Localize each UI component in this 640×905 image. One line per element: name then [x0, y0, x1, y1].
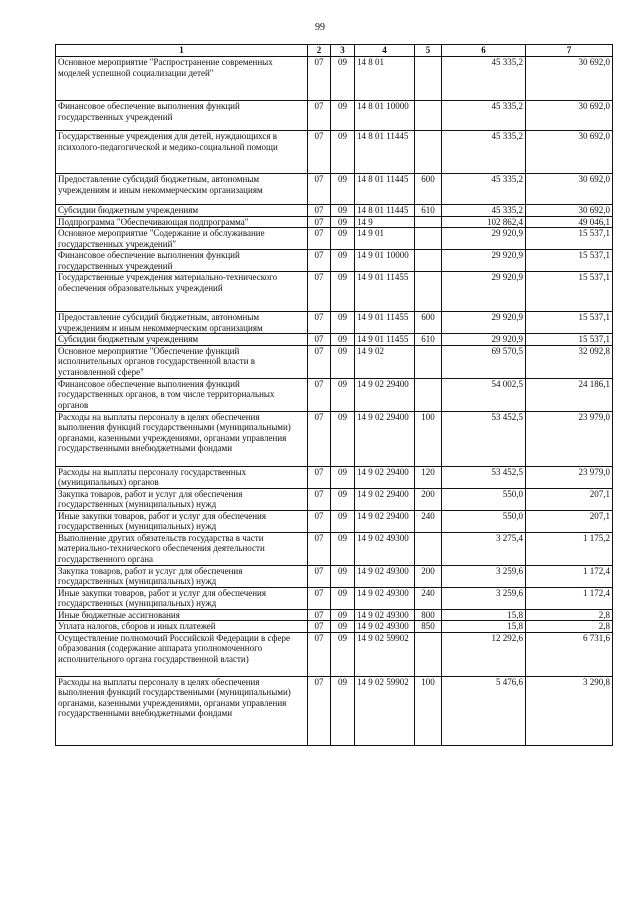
amount-plan-cell: 29 920,9 [442, 250, 526, 272]
amount-actual-cell: 30 692,0 [526, 131, 613, 174]
table-row [56, 312, 613, 334]
item-name-cell: Расходы на выплаты персоналу государственных (муниципальных) органов [56, 466, 308, 488]
page-number: 99 [315, 22, 325, 33]
target-article-cell: 14 9 02 [355, 345, 415, 378]
target-article-cell: 14 9 01 11455 [355, 312, 415, 334]
amount-plan-cell: 12 292,6 [442, 632, 526, 676]
expense-type-cell [415, 345, 442, 378]
section-code-cell: 07 [308, 378, 331, 411]
expense-type-cell: 800 [415, 609, 442, 621]
table-row [56, 345, 613, 378]
column-header: 1 [56, 45, 308, 57]
amount-actual-cell: 15 537,1 [526, 250, 613, 272]
column-header: 5 [415, 45, 442, 57]
amount-plan-cell: 69 570,5 [442, 345, 526, 378]
expense-type-cell: 610 [415, 205, 442, 217]
column-header: 6 [442, 45, 526, 57]
subsection-code-cell: 09 [331, 488, 355, 510]
target-article-cell: 14 8 01 11445 [355, 174, 415, 205]
subsection-code-cell: 09 [331, 378, 355, 411]
target-article-cell: 14 9 02 29400 [355, 488, 415, 510]
target-article-cell: 14 9 02 29400 [355, 510, 415, 532]
item-name-cell: Предоставление субсидий бюджетным, автономным учреждениям и иным некоммерческим организациям [56, 312, 308, 334]
table-row [56, 334, 613, 346]
subsection-code-cell: 09 [331, 334, 355, 346]
amount-plan-cell: 45 335,2 [442, 205, 526, 217]
table-row [56, 565, 613, 587]
item-name-cell: Иные закупки товаров, работ и услуг для обеспечения государственных (муниципальных) нужд [56, 510, 308, 532]
expense-type-cell [415, 228, 442, 250]
expense-type-cell [415, 101, 442, 131]
target-article-cell: 14 9 02 49300 [355, 609, 415, 621]
section-code-cell: 07 [308, 205, 331, 217]
budget-table [55, 44, 613, 746]
amount-actual-cell: 1 172,4 [526, 565, 613, 587]
amount-actual-cell: 207,1 [526, 510, 613, 532]
amount-plan-cell: 5 476,6 [442, 676, 526, 745]
amount-plan-cell: 15,8 [442, 621, 526, 633]
item-name-cell: Субсидии бюджетным учреждениям [56, 334, 308, 346]
expense-type-cell: 240 [415, 510, 442, 532]
subsection-code-cell: 09 [331, 131, 355, 174]
column-header: 7 [526, 45, 613, 57]
table-row [56, 587, 613, 609]
section-code-cell: 07 [308, 411, 331, 466]
target-article-cell: 14 8 01 11445 [355, 131, 415, 174]
section-code-cell: 07 [308, 312, 331, 334]
table-row [56, 378, 613, 411]
amount-plan-cell: 45 335,2 [442, 174, 526, 205]
item-name-cell: Иные закупки товаров, работ и услуг для обеспечения государственных (муниципальных) нужд [56, 587, 308, 609]
amount-plan-cell: 29 920,9 [442, 312, 526, 334]
amount-actual-cell: 15 537,1 [526, 228, 613, 250]
amount-actual-cell: 15 537,1 [526, 312, 613, 334]
subsection-code-cell: 09 [331, 345, 355, 378]
target-article-cell: 14 9 01 11455 [355, 334, 415, 346]
subsection-code-cell: 09 [331, 205, 355, 217]
item-name-cell: Осуществление полномочий Российской Федерации в сфере образования (содержание аппарата уполномоченного исполнительного органа государственной власти) [56, 632, 308, 676]
target-article-cell: 14 9 02 59902 [355, 632, 415, 676]
target-article-cell: 14 9 01 10000 [355, 250, 415, 272]
target-article-cell: 14 9 02 49300 [355, 532, 415, 565]
amount-plan-cell: 3 259,6 [442, 587, 526, 609]
subsection-code-cell: 09 [331, 174, 355, 205]
subsection-code-cell: 09 [331, 411, 355, 466]
expense-type-cell: 200 [415, 488, 442, 510]
subsection-code-cell: 09 [331, 510, 355, 532]
amount-plan-cell: 29 920,9 [442, 228, 526, 250]
item-name-cell: Подпрограмма "Обеспечивающая подпрограмма" [56, 216, 308, 228]
amount-actual-cell: 15 537,1 [526, 334, 613, 346]
amount-plan-cell: 3 275,4 [442, 532, 526, 565]
amount-actual-cell: 6 731,6 [526, 632, 613, 676]
subsection-code-cell: 09 [331, 57, 355, 101]
target-article-cell: 14 8 01 [355, 57, 415, 101]
subsection-code-cell: 09 [331, 101, 355, 131]
item-name-cell: Уплата налогов, сборов и иных платежей [56, 621, 308, 633]
amount-actual-cell: 2,8 [526, 621, 613, 633]
subsection-code-cell: 09 [331, 228, 355, 250]
subsection-code-cell: 09 [331, 216, 355, 228]
section-code-cell: 07 [308, 510, 331, 532]
amount-actual-cell: 24 186,1 [526, 378, 613, 411]
item-name-cell: Закупка товаров, работ и услуг для обеспечения государственных (муниципальных) нужд [56, 488, 308, 510]
amount-actual-cell: 23 979,0 [526, 466, 613, 488]
target-article-cell: 14 9 02 59902 [355, 676, 415, 745]
section-code-cell: 07 [308, 587, 331, 609]
item-name-cell: Субсидии бюджетным учреждениям [56, 205, 308, 217]
section-code-cell: 07 [308, 250, 331, 272]
table-header-row [56, 45, 613, 57]
section-code-cell: 07 [308, 609, 331, 621]
item-name-cell: Расходы на выплаты персоналу в целях обеспечения выполнения функций государственными (муниципальными) органами, казенными учреждениями, органами управления государственными внебюджетными фондами [56, 411, 308, 466]
item-name-cell: Государственные учреждения для детей, нуждающихся в психолого-педагогической и медико-социальной помощи [56, 131, 308, 174]
amount-actual-cell: 49 046,1 [526, 216, 613, 228]
expense-type-cell: 600 [415, 312, 442, 334]
amount-actual-cell: 207,1 [526, 488, 613, 510]
table-row [56, 174, 613, 205]
subsection-code-cell: 09 [331, 466, 355, 488]
item-name-cell: Финансовое обеспечение выполнения функций государственных учреждений [56, 101, 308, 131]
amount-plan-cell: 45 335,2 [442, 101, 526, 131]
expense-type-cell [415, 250, 442, 272]
item-name-cell: Предоставление субсидий бюджетным, автономным учреждениям и иным некоммерческим организациям [56, 174, 308, 205]
subsection-code-cell: 09 [331, 565, 355, 587]
expense-type-cell [415, 216, 442, 228]
column-header: 3 [331, 45, 355, 57]
target-article-cell: 14 9 01 [355, 228, 415, 250]
expense-type-cell: 240 [415, 587, 442, 609]
subsection-code-cell: 09 [331, 632, 355, 676]
expense-type-cell: 100 [415, 676, 442, 745]
section-code-cell: 07 [308, 216, 331, 228]
section-code-cell: 07 [308, 101, 331, 131]
target-article-cell: 14 8 01 11445 [355, 205, 415, 217]
table-row [56, 532, 613, 565]
table-row [56, 621, 613, 633]
item-name-cell: Иные бюджетные ассигнования [56, 609, 308, 621]
table-row [56, 676, 613, 745]
target-article-cell: 14 9 [355, 216, 415, 228]
section-code-cell: 07 [308, 621, 331, 633]
expense-type-cell [415, 378, 442, 411]
expense-type-cell [415, 57, 442, 101]
amount-actual-cell: 30 692,0 [526, 205, 613, 217]
subsection-code-cell: 09 [331, 532, 355, 565]
table-row [56, 205, 613, 217]
amount-actual-cell: 15 537,1 [526, 272, 613, 312]
item-name-cell: Закупка товаров, работ и услуг для обеспечения государственных (муниципальных) нужд [56, 565, 308, 587]
item-name-cell: Финансовое обеспечение выполнения функций государственных органов, в том числе территориальных органов [56, 378, 308, 411]
table-row [56, 57, 613, 101]
section-code-cell: 07 [308, 632, 331, 676]
section-code-cell: 07 [308, 334, 331, 346]
section-code-cell: 07 [308, 488, 331, 510]
amount-actual-cell: 30 692,0 [526, 174, 613, 205]
target-article-cell: 14 9 02 49300 [355, 565, 415, 587]
table-row [56, 101, 613, 131]
item-name-cell: Финансовое обеспечение выполнения функций государственных учреждений [56, 250, 308, 272]
amount-plan-cell: 29 920,9 [442, 272, 526, 312]
table-row [56, 272, 613, 312]
target-article-cell: 14 9 01 11455 [355, 272, 415, 312]
amount-actual-cell: 1 175,2 [526, 532, 613, 565]
amount-plan-cell: 29 920,9 [442, 334, 526, 346]
subsection-code-cell: 09 [331, 621, 355, 633]
table-row [56, 466, 613, 488]
amount-actual-cell: 1 172,4 [526, 587, 613, 609]
amount-plan-cell: 15,8 [442, 609, 526, 621]
amount-actual-cell: 32 092,8 [526, 345, 613, 378]
section-code-cell: 07 [308, 272, 331, 312]
subsection-code-cell: 09 [331, 676, 355, 745]
column-header: 4 [355, 45, 415, 57]
amount-actual-cell: 23 979,0 [526, 411, 613, 466]
subsection-code-cell: 09 [331, 250, 355, 272]
section-code-cell: 07 [308, 466, 331, 488]
section-code-cell: 07 [308, 345, 331, 378]
expense-type-cell [415, 131, 442, 174]
section-code-cell: 07 [308, 57, 331, 101]
amount-plan-cell: 3 259,6 [442, 565, 526, 587]
expense-type-cell [415, 632, 442, 676]
target-article-cell: 14 9 02 29400 [355, 378, 415, 411]
item-name-cell: Выполнение других обязательств государства в части материально-технического обеспечения деятельности государственного органа [56, 532, 308, 565]
amount-plan-cell: 45 335,2 [442, 57, 526, 101]
amount-actual-cell: 3 290,8 [526, 676, 613, 745]
item-name-cell: Расходы на выплаты персоналу в целях обеспечения выполнения функций государственными (муниципальными) органами, казенными учреждениями, органами управления государственными внебюджетными фондами [56, 676, 308, 745]
target-article-cell: 14 9 02 49300 [355, 621, 415, 633]
table-row [56, 216, 613, 228]
expense-type-cell: 600 [415, 174, 442, 205]
table-row [56, 411, 613, 466]
subsection-code-cell: 09 [331, 272, 355, 312]
amount-actual-cell: 30 692,0 [526, 101, 613, 131]
expense-type-cell: 100 [415, 411, 442, 466]
section-code-cell: 07 [308, 131, 331, 174]
table-row [56, 228, 613, 250]
target-article-cell: 14 9 02 29400 [355, 466, 415, 488]
subsection-code-cell: 09 [331, 587, 355, 609]
amount-plan-cell: 53 452,5 [442, 411, 526, 466]
amount-plan-cell: 53 452,5 [442, 466, 526, 488]
expense-type-cell: 850 [415, 621, 442, 633]
expense-type-cell: 200 [415, 565, 442, 587]
item-name-cell: Основное мероприятие "Содержание и обслуживание государственных учреждений" [56, 228, 308, 250]
expense-type-cell: 120 [415, 466, 442, 488]
table-row [56, 632, 613, 676]
table-row [56, 609, 613, 621]
section-code-cell: 07 [308, 565, 331, 587]
target-article-cell: 14 9 02 49300 [355, 587, 415, 609]
expense-type-cell: 610 [415, 334, 442, 346]
subsection-code-cell: 09 [331, 609, 355, 621]
item-name-cell: Основное мероприятие "Обеспечение функций исполнительных органов государственной власти в установленной сфере" [56, 345, 308, 378]
amount-actual-cell: 2,8 [526, 609, 613, 621]
section-code-cell: 07 [308, 676, 331, 745]
target-article-cell: 14 9 02 29400 [355, 411, 415, 466]
section-code-cell: 07 [308, 228, 331, 250]
amount-plan-cell: 550,0 [442, 510, 526, 532]
item-name-cell: Государственные учреждения материально-технического обеспечения образовательных учреждений [56, 272, 308, 312]
amount-plan-cell: 102 862,4 [442, 216, 526, 228]
table-row [56, 131, 613, 174]
subsection-code-cell: 09 [331, 312, 355, 334]
table-row [56, 250, 613, 272]
amount-plan-cell: 54 002,5 [442, 378, 526, 411]
table-row [56, 488, 613, 510]
section-code-cell: 07 [308, 532, 331, 565]
column-header: 2 [308, 45, 331, 57]
amount-actual-cell: 30 692,0 [526, 57, 613, 101]
amount-plan-cell: 550,0 [442, 488, 526, 510]
amount-plan-cell: 45 335,2 [442, 131, 526, 174]
expense-type-cell [415, 532, 442, 565]
expense-type-cell [415, 272, 442, 312]
section-code-cell: 07 [308, 174, 331, 205]
table-row [56, 510, 613, 532]
target-article-cell: 14 8 01 10000 [355, 101, 415, 131]
item-name-cell: Основное мероприятие "Распространение современных моделей успешной социализации детей" [56, 57, 308, 101]
